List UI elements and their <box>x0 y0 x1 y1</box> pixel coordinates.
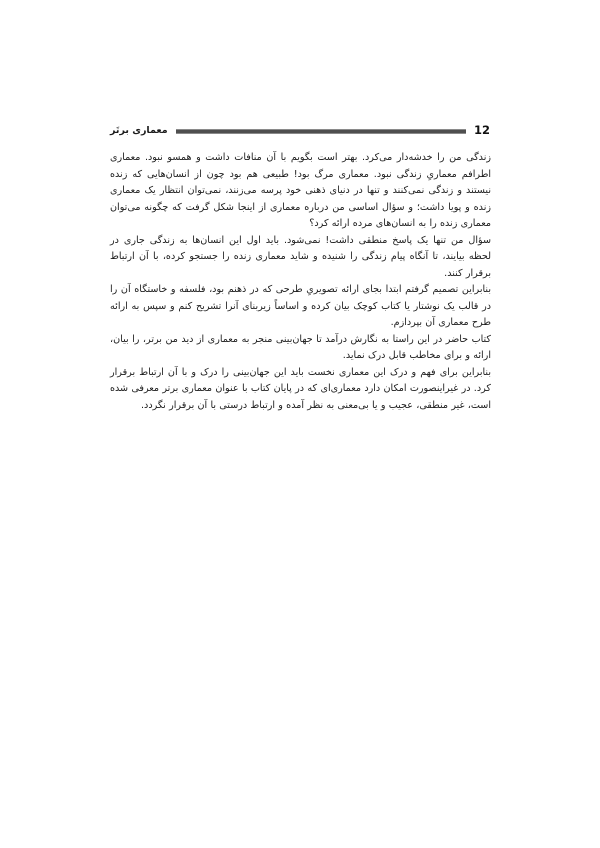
page-number: 12 <box>473 122 490 137</box>
paragraph: بنابراین برای فهم و درک این معماری نخست باید این جهان‌بینی را درک و با آن ارتباط برقرار کرد. در غیراینصورت امکان دارد معماری‌ای که در پایان کتاب با عنوان معماری برتر معرفی شده است، غیر منطقی، عجیب و یا بی‌معنی به نظر آمده و ارتباط درستی با آن برقرار نگردد. <box>110 366 491 411</box>
body-text-block <box>110 150 491 414</box>
header-divider-rule <box>176 129 466 134</box>
header-book-title: معماری برتَر <box>110 124 168 136</box>
paragraph: بنابراین تصمیم گرفتم ابتدا بجای ارائه تصویریِ طرحی که در ذهنم بود، فلسفه و خاستگاه آن را در قالب یک نوشتار یا کتاب کوچک بیان کرده و اساساً زیربنای آنرا تشریح کنم و سپس به ارائه طرح معماری آن بپردازم. <box>110 284 491 328</box>
page-running-header <box>110 120 490 142</box>
paragraph: زندگی من را خدشه‌دار می‌کرد. بهتر است بگویم با آن منافات داشت و همسو نبود. معماری اطرافم معماریِ زندگی نبود. معماری مرگ بود! طبیعی هم بود چون از انسان‌هایی که زنده نیستند و زندگی نمی‌کنند و تنها در دنیای ذهنی خود پرسه می‌زنند، نمی‌توان انتظار یک معماری زنده و پویا داشت؛ و سؤال اساسی من درباره معماری از اینجا شکل گرفت که چگونه می‌توان معماری زنده را به انسان‌های مرده ارائه کرد؟ <box>110 152 491 229</box>
paragraph: کتاب حاضر در این راستا به نگارش درآمد تا جهان‌بینی منجر به معماری از دید من برتر، را بیان، ارائه و برای مخاطب قابل درک نماید. <box>110 333 491 361</box>
paragraph: سؤال من تنها یک پاسخ منطقی داشت! نمی‌شود. باید اول این انسان‌ها به زندگی جاری در لحظه بیایند، تا آنگاه پیام زندگی را شنیده و شاید معماری زنده را جستجو کرده، با آن ارتباط برقرار کنند. <box>110 234 491 279</box>
